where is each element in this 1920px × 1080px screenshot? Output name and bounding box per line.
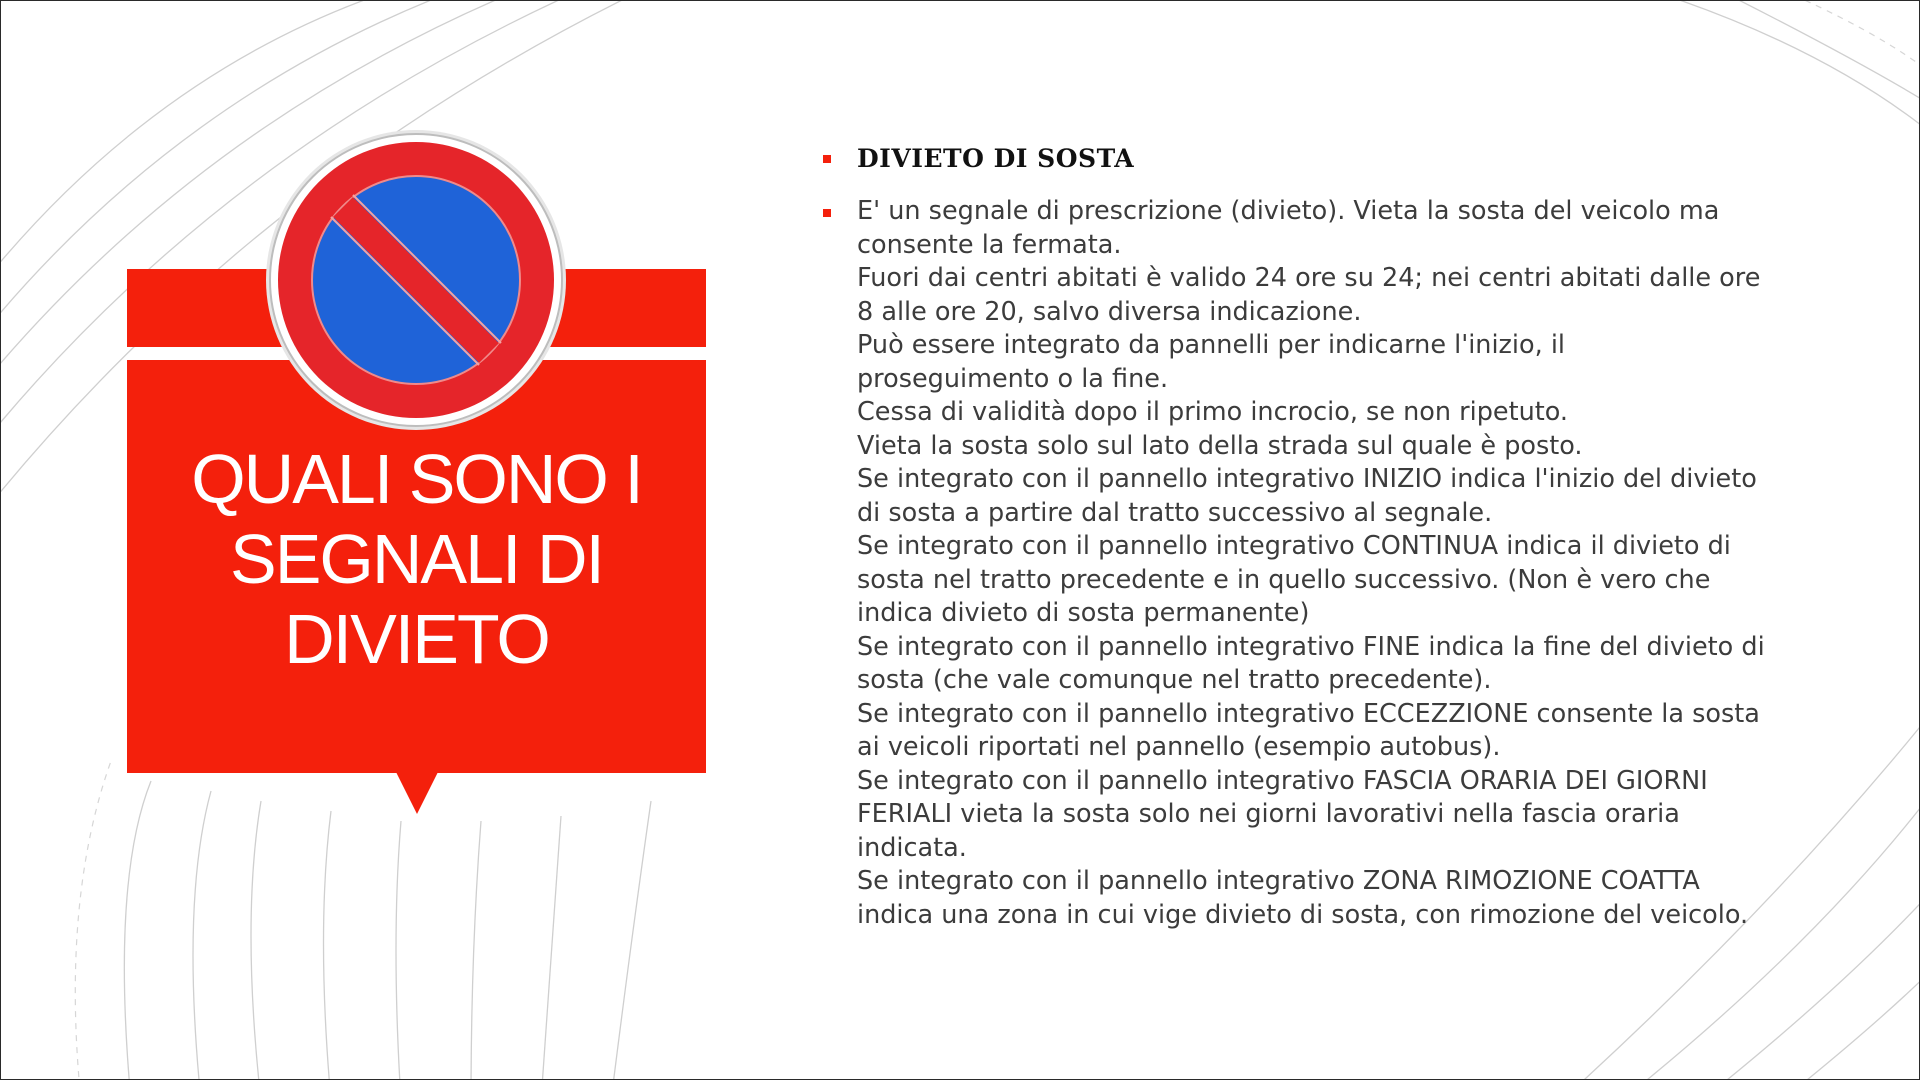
list-item [821, 195, 1821, 932]
body-text-line: Se integrato con il pannello integrativo CONTINUA indica il divieto di [857, 531, 1731, 561]
body-text-line: proseguimento o la fine. [857, 363, 1169, 394]
body-text-line: indica divieto di sosta permanente) [857, 598, 1310, 628]
content-bullet-list [821, 141, 1821, 932]
body-text-line: di sosta a partire dal tratto successivo al segnale. [857, 497, 1493, 528]
body-text-line: 8 alle ore 20, salvo diversa indicazione. [857, 296, 1362, 327]
no-parking-sign-icon [263, 127, 569, 433]
body-text-line: Cessa di validità dopo il primo incrocio, se non ripetuto. [857, 397, 1568, 427]
bullet-square-icon [823, 209, 831, 217]
body-text-line: indica una zona in cui vige divieto di sosta, con rimozione del veicolo. [857, 899, 1749, 930]
body-text-line: sosta nel tratto precedente e in quello successivo. (Non è vero che [857, 564, 1711, 595]
body-text-line: Se integrato con il pannello integrativo FASCIA ORARIA DEI GIORNI [857, 765, 1708, 796]
slide-title [127, 439, 706, 679]
section-heading: DIVIETO DI SOSTA [857, 144, 1135, 173]
body-text-line: sosta (che vale comunque nel tratto precedente). [857, 665, 1492, 695]
body-text-line: Se integrato con il pannello integrativo FINE indica la fine del divieto di [857, 631, 1765, 662]
body-text-line: ai veicoli riportati nel pannello (esempio autobus). [857, 732, 1501, 762]
body-text-line: Se integrato con il pannello integrativo INIZIO indica l'inizio del divieto [857, 464, 1757, 494]
slide-title-line: SEGNALI DI [230, 520, 603, 598]
body-text-line: Se integrato con il pannello integrativo ECCEZZIONE consente la sosta [857, 698, 1760, 729]
title-panel-pointer [396, 772, 438, 814]
body-text-line: consente la fermata. [857, 229, 1122, 260]
slide-title-line: QUALI SONO I [191, 440, 642, 518]
body-text-line: E' un segnale di prescrizione (divieto). Vieta la sosta del veicolo ma [857, 196, 1720, 226]
slide-title-line: DIVIETO [284, 600, 549, 678]
body-text-line: indicata. [857, 832, 967, 863]
bullet-square-icon [823, 155, 831, 163]
list-item [821, 141, 1821, 177]
body-text-line: Se integrato con il pannello integrativo ZONA RIMOZIONE COATTA [857, 866, 1700, 896]
body-text-line: FERIALI vieta la sosta solo nei giorni lavorativi nella fascia oraria [857, 799, 1680, 829]
body-text-line: Fuori dai centri abitati è valido 24 ore su 24; nei centri abitati dalle ore [857, 263, 1761, 293]
body-text-line: Vieta la sosta solo sul lato della strada sul quale è posto. [857, 430, 1583, 461]
body-text-line: Può essere integrato da pannelli per indicarne l'inizio, il [857, 330, 1565, 360]
